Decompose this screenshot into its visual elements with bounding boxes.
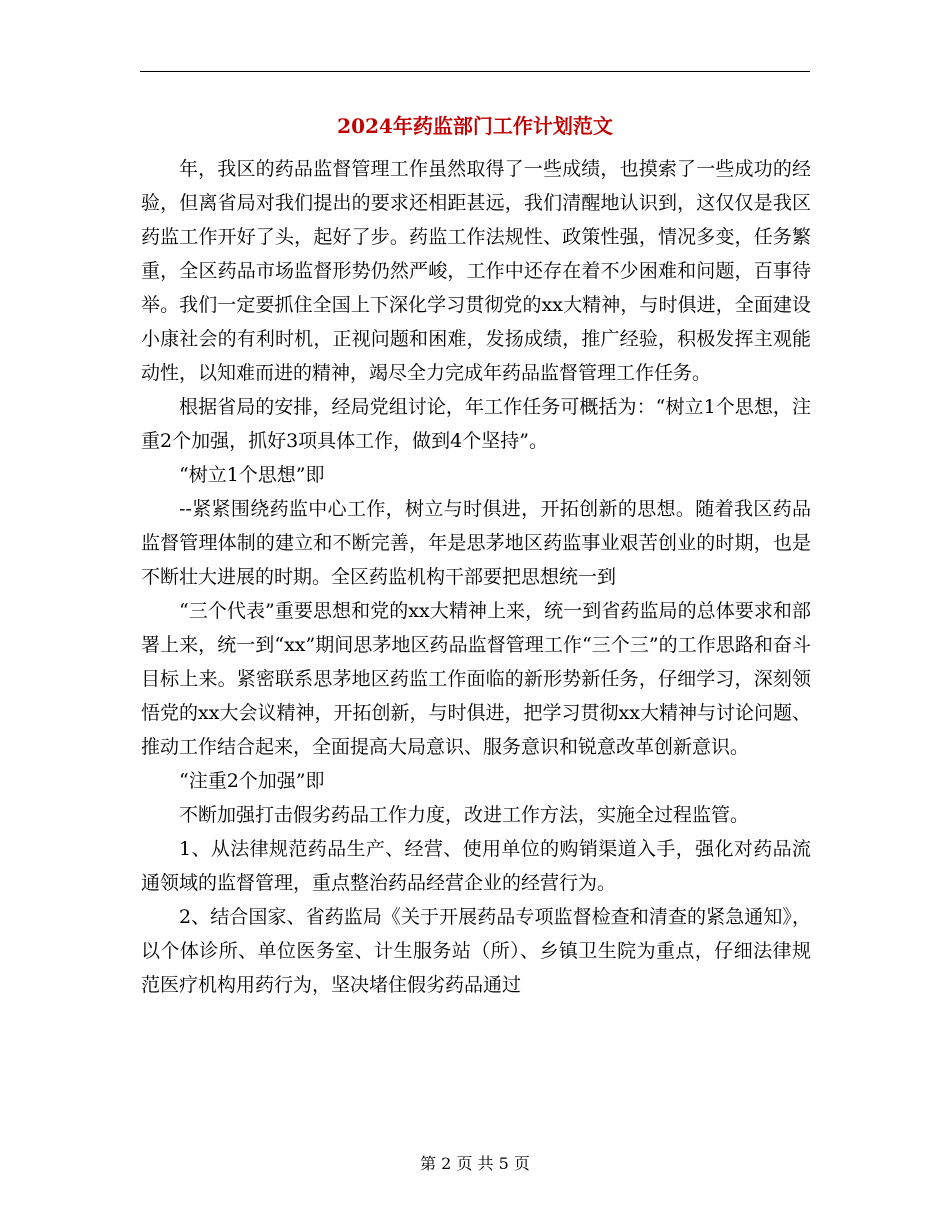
document-title: 2024年药监部门工作计划范文	[337, 114, 613, 138]
page-number: 第 2 页 共 5 页	[420, 1154, 530, 1173]
paragraph-strengthen-detail: 不断加强打击假劣药品工作力度，改进工作方法，实施全过程监管。	[179, 804, 750, 826]
paragraph-idea-detail: --紧紧围绕药监中心工作，树立与时俱进，开拓创新的思想。随着我区药品监督管理体制的建立和不断完善，年是思茅地区药监事业艰苦创业的时期，也是不断壮大进展的时期。全区药监机构干部要把思想统一到	[141, 498, 811, 588]
list-item-1: 1、从法律规范药品生产、经营、使用单位的购销渠道入手，强化对药品流通领域的监督管理，重点整治药品经营企业的经营行为。	[141, 838, 811, 894]
heading-two-strengthen: “注重2个加强”即	[179, 770, 325, 792]
paragraph-task-summary: 根据省局的安排，经局党组讨论，年工作任务可概括为：“树立1个思想，注重2个加强，抓好3项具体工作，做到4个坚持”。	[141, 396, 811, 452]
paragraph-three-represents: “三个代表”重要思想和党的xx大精神上来，统一到省药监局的总体要求和部署上来，统一到“xx”期间思茅地区药品监督管理工作“三个三”的工作思路和奋斗目标上来。紧密联系思茅地区药监工作面临的新形势新任务，仔细学习，深刻领悟党的xx大会议精神，开拓创新，与时俱进，把学习贯彻xx大精神与讨论问题、推动工作结合起来，全面提高大局意识、服务意识和锐意改革创新意识。	[141, 600, 811, 758]
header-rule	[140, 71, 810, 72]
document-body	[141, 152, 811, 1002]
list-item-2: 2、结合国家、省药监局《关于开展药品专项监督检查和清查的紧急通知》，以个体诊所、单位医务室、计生服务站（所）、乡镇卫生院为重点，仔细法律规范医疗机构用药行为，坚决堵住假劣药品通过	[141, 906, 811, 996]
heading-one-idea: “树立1个思想”即	[179, 464, 325, 486]
paragraph-intro: 年，我区的药品监督管理工作虽然取得了一些成绩，也摸索了一些成功的经验，但离省局对我们提出的要求还相距甚远，我们清醒地认识到，这仅仅是我区药监工作开好了头，起好了步。药监工作法规性、政策性强，情况多变，任务繁重，全区药品市场监督形势仍然严峻，工作中还存在着不少困难和问题，百事待举。我们一定要抓住全国上下深化学习贯彻党的xx大精神，与时俱进，全面建设小康社会的有利时机，正视问题和困难，发扬成绩，推广经验，积极发挥主观能动性，以知难而进的精神，竭尽全力完成年药品监督管理工作任务。	[141, 158, 811, 384]
